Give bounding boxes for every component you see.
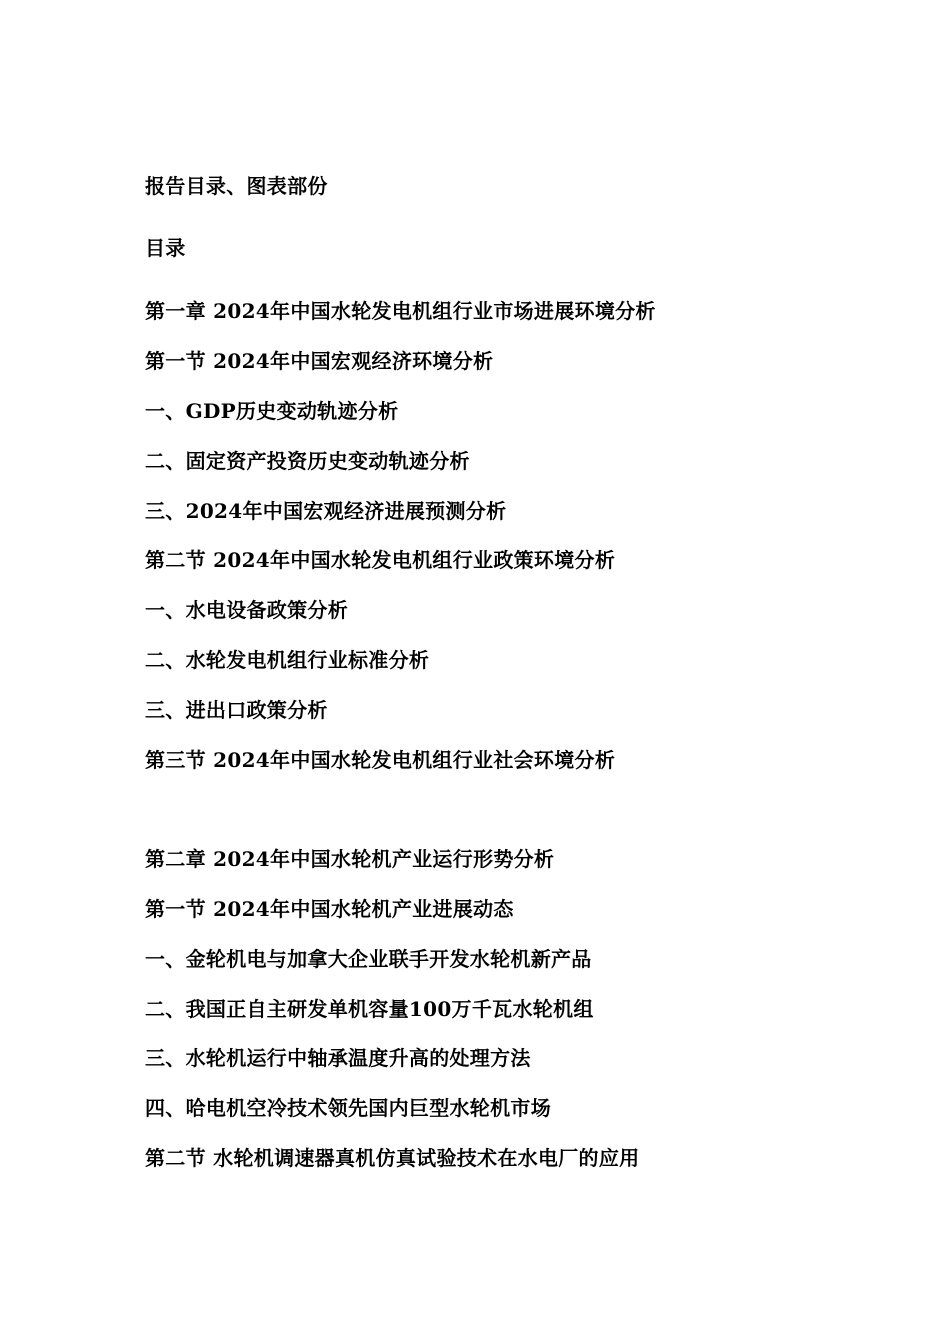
toc-entry: 一、水电设备政策分析 bbox=[145, 598, 348, 622]
toc-entry: 第三节 2024年中国水轮发电机组行业社会环境分析 bbox=[145, 748, 616, 772]
section-title: 报告目录、图表部份 bbox=[145, 174, 328, 198]
toc-entry: 一、金轮机电与加拿大企业联手开发水轮机新产品 bbox=[145, 947, 592, 971]
toc-entry: 三、水轮机运行中轴承温度升高的处理方法 bbox=[145, 1046, 531, 1070]
toc-entry: 第二节 水轮机调速器真机仿真试验技术在水电厂的应用 bbox=[145, 1146, 640, 1170]
toc-entry: 三、2024年中国宏观经济进展预测分析 bbox=[145, 499, 507, 523]
toc-entry: 三、进出口政策分析 bbox=[145, 698, 328, 722]
toc-entry: 一、GDP历史变动轨迹分析 bbox=[145, 399, 399, 423]
toc-entry: 第一节 2024年中国水轮机产业进展动态 bbox=[145, 897, 514, 921]
toc-chapter-2: 第二章 2024年中国水轮机产业运行形势分析 bbox=[145, 847, 555, 871]
toc-entry: 第二节 2024年中国水轮发电机组行业政策环境分析 bbox=[145, 548, 616, 572]
toc-entry: 第一节 2024年中国宏观经济环境分析 bbox=[145, 349, 494, 373]
toc-entry: 二、我国正自主研发单机容量100万千瓦水轮机组 bbox=[145, 997, 594, 1021]
toc-entry: 二、水轮发电机组行业标准分析 bbox=[145, 648, 430, 672]
toc-chapter-1: 第一章 2024年中国水轮发电机组行业市场进展环境分析 bbox=[145, 299, 656, 323]
toc-entry: 二、固定资产投资历史变动轨迹分析 bbox=[145, 449, 470, 473]
toc-entry: 四、哈电机空冷技术领先国内巨型水轮机市场 bbox=[145, 1096, 551, 1120]
toc-title: 目录 bbox=[145, 236, 186, 260]
